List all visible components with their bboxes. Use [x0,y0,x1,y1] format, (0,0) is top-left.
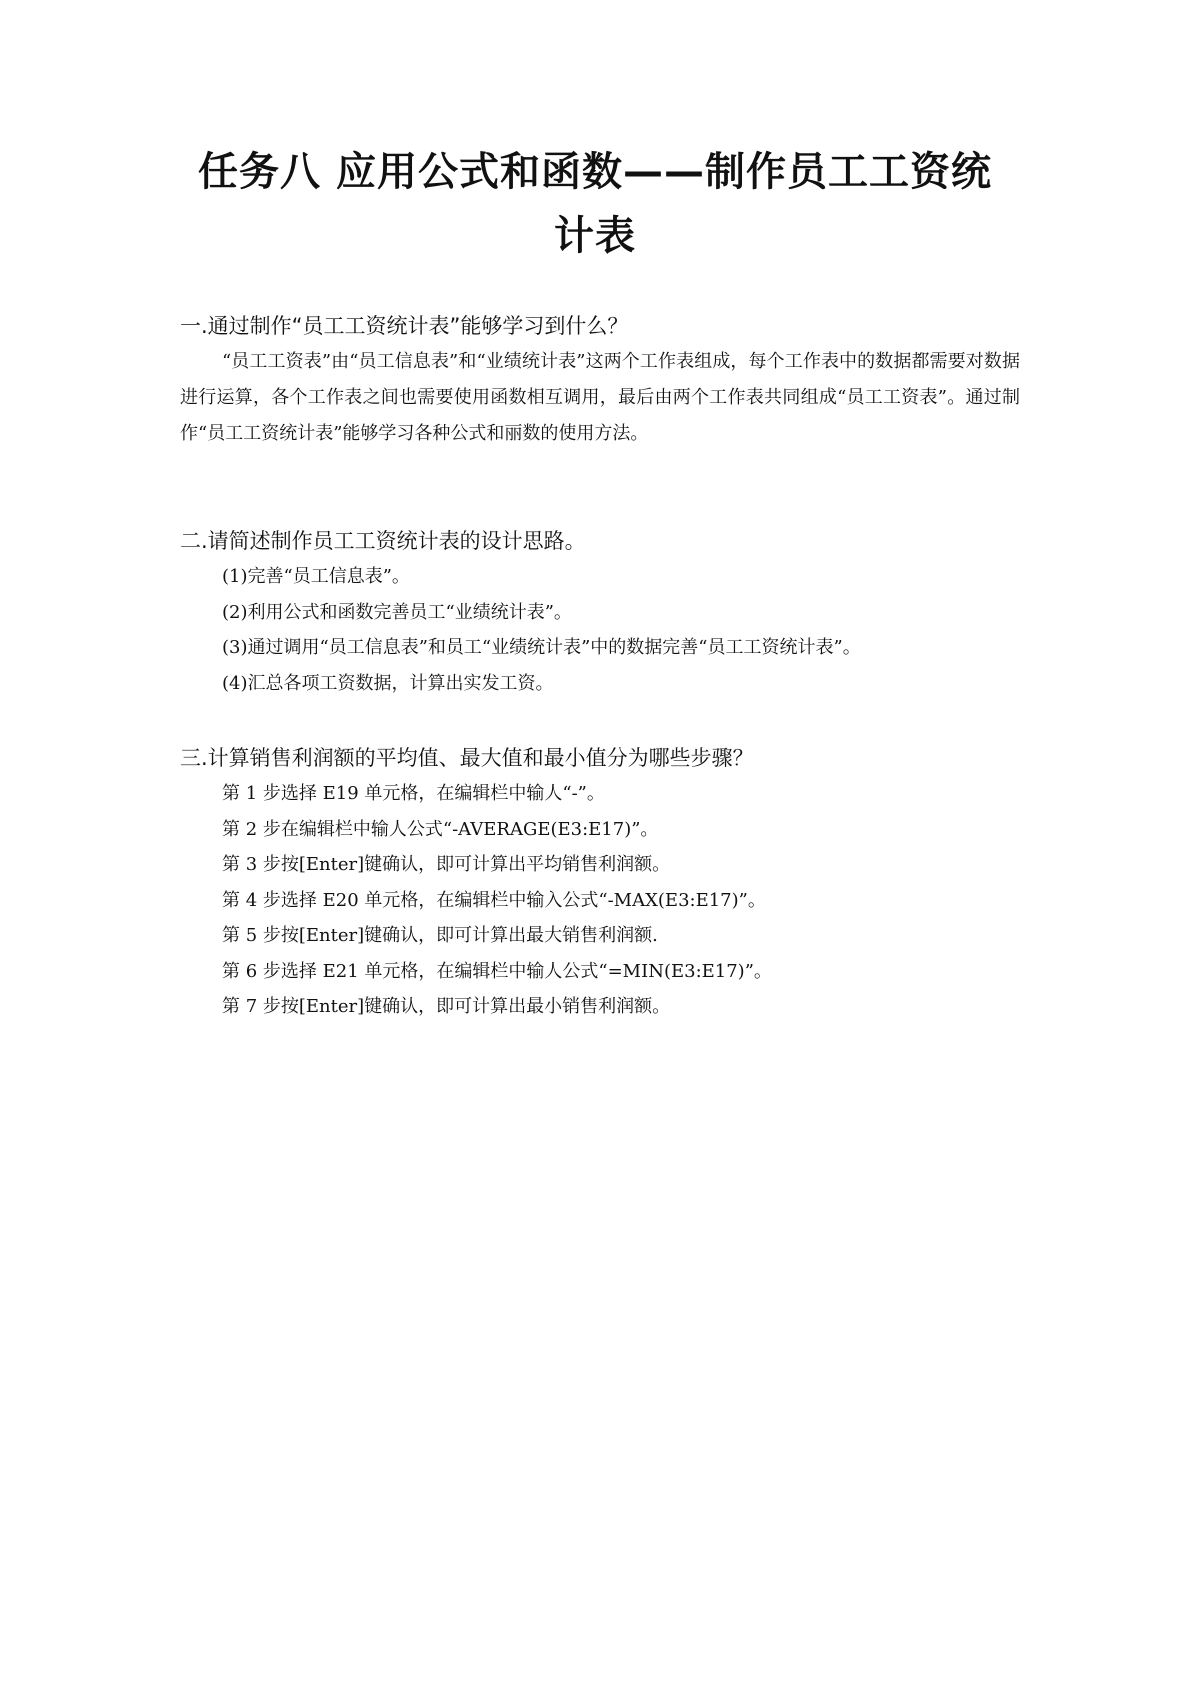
list-item: (2)利用公式和函数完善员工“业绩统计表”。 [222,601,572,623]
list-item: 第 6 步选择 E21 单元格，在编辑栏中输人公式“=MIN(E3:E17)”。 [222,960,772,982]
list-item: (4)汇总各项工资数据，计算出实发工资。 [222,672,554,694]
section-heading: 二.请简述制作员工工资统计表的设计思路。 [180,529,586,553]
list-item: 第 1 步选择 E19 单元格，在编辑栏中输人“-”。 [222,783,605,804]
page-title: 任务八 应用公式和函数——制作员工工资统计表 [198,149,992,259]
calculation-steps-list [180,776,1020,1025]
section-what-to-learn [180,308,1020,452]
section-heading: 一.通过制作“员工工资统计表”能够学习到什么？ [180,314,629,338]
section-calculation-steps [180,740,1020,1025]
section-paragraph: “员工工资表”由“员工信息表”和“业绩统计表”这两个工作表组成，每个工作表中的数据都需要对数据进行运算，各个工作表之间也需要使用函数相互调用，最后由两个工作表共同组成“员工工资表”。通过制作“员工工资统计表”能够学习各种公式和丽数的使用方法。 [180,351,1020,444]
list-item: (1)完善“员工信息表”。 [222,566,410,587]
list-item: (3)通过调用“员工信息表”和员工“业绩统计表”中的数据完善“员工工资统计表”。 [222,637,861,658]
list-item: 第 4 步选择 E20 单元格，在编辑栏中输入公式“-MAX(E3:E17)”。 [222,889,766,911]
list-item: 第 7 步按[Enter]键确认，即可计算出最小销售利润额。 [222,996,671,1017]
list-item: 第 2 步在编辑栏中输人公式“-AVERAGE(E3:E17)”。 [222,818,659,840]
design-steps-list [180,559,1020,701]
section-heading: 三.计算销售利润额的平均值、最大值和最小值分为哪些步骤？ [180,746,754,770]
list-item: 第 3 步按[Enter]键确认，即可计算出平均销售利润额。 [222,854,671,875]
section-design-ideas [180,523,1020,701]
list-item: 第 5 步按[Enter]键确认，即可计算出最大销售利润额. [222,925,658,946]
